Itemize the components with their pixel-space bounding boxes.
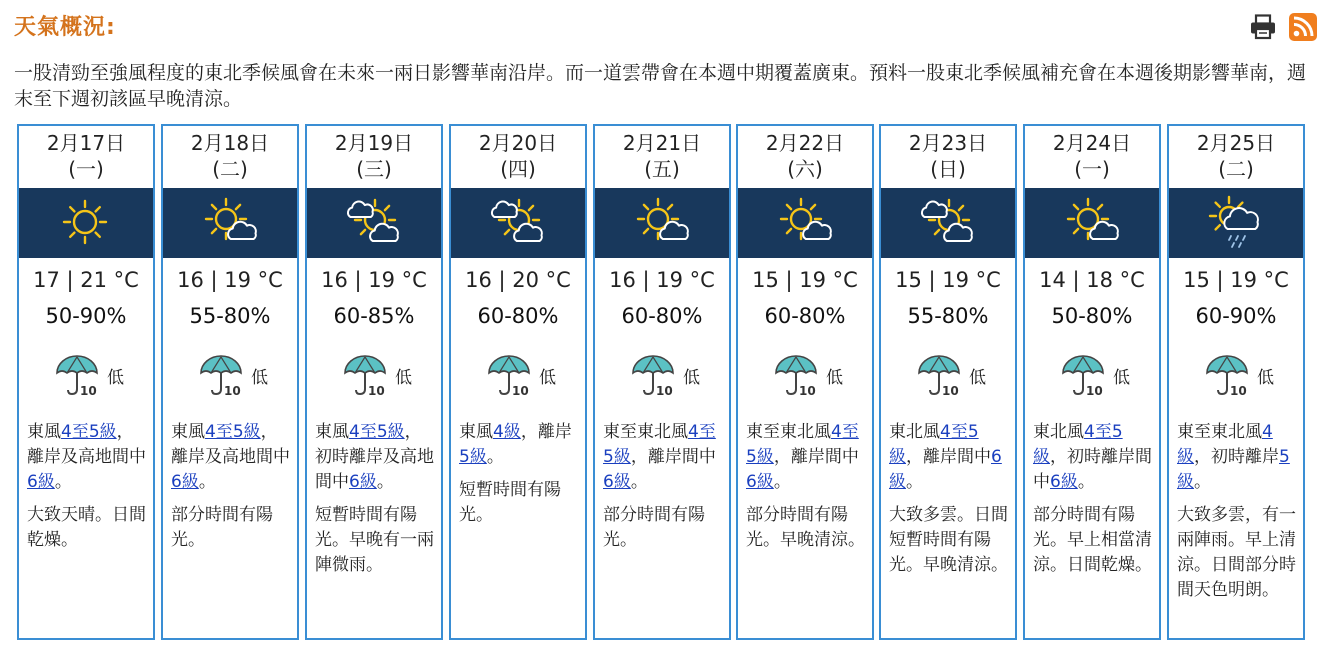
uv-index [1205,352,1285,398]
wind-text: 。 [1077,472,1095,492]
wind-text: 。 [486,447,504,467]
uv-umbrella-icon [631,353,679,397]
weather-icon-band [19,188,153,258]
humidity-range: 60-85% [333,304,415,328]
uv-index [917,352,997,398]
uv-level: 低 [683,367,700,388]
temperature-range: 15 | 19 °C [895,268,1001,292]
wind-forecast [459,420,581,528]
svg-text:10: 10 [224,384,241,397]
sunny-intervals-icon [345,194,403,252]
temperature-range: 16 | 19 °C [321,268,427,292]
humidity-range: 55-80% [189,304,271,328]
wind-text: 東北風 [889,422,940,442]
uv-level: 低 [826,367,843,388]
wind-force-link[interactable]: 4至5級 [746,422,859,467]
forecast-date: 2月18日 [190,131,270,155]
svg-text:10: 10 [1086,384,1103,397]
svg-text:10: 10 [1230,384,1247,397]
uv-level: 低 [539,367,556,388]
wind-force-link[interactable]: 6級 [349,472,377,492]
humidity-range: 60-90% [1195,304,1277,328]
forecast-date: 2月19日 [334,131,414,155]
weather-description: 部分時間有陽光。早晚清涼。 [746,505,865,550]
svg-text:10: 10 [368,384,385,397]
wind-force-link[interactable]: 6級 [1050,472,1078,492]
wind-text: ，離岸及高地間中 [171,422,290,467]
wind-forecast [746,420,868,553]
print-icon [1249,14,1277,40]
uv-umbrella-icon [774,353,822,397]
weather-icon-band [738,188,872,258]
wind-force-link[interactable]: 6級 [27,472,55,492]
wind-text: 東北風 [1033,422,1084,442]
forecast-date: 2月20日 [478,131,558,155]
wind-force-link[interactable]: 5級 [459,447,487,467]
weather-icon-band [163,188,297,258]
uv-index [1061,352,1141,398]
uv-index [199,352,279,398]
uv-level: 低 [395,367,412,388]
wind-text: 東至東北風 [603,422,688,442]
wind-force-link[interactable]: 4級 [493,422,521,442]
forecast-day-card [736,124,874,640]
sunny-intervals-icon [489,194,547,252]
wind-force-link[interactable]: 4級 [1177,422,1273,467]
forecast-weekday: (一) [68,157,104,181]
toolbar [1248,12,1318,42]
weather-description: 大致多雲，有一兩陣雨。早上清涼。日間部分時間天色明朗。 [1177,505,1296,600]
wind-text: ，離岸間中 [906,447,991,467]
wind-force-link[interactable]: 4至5級 [61,422,117,442]
wind-text: 東風 [459,422,493,442]
uv-umbrella-icon [487,353,535,397]
forecast-weekday: (三) [356,157,392,181]
wind-text: ，離岸間中 [630,447,716,467]
wind-forecast [171,420,293,553]
wind-force-link[interactable]: 6級 [171,472,199,492]
forecast-day-card [161,124,299,640]
wind-text: 。 [630,472,648,492]
weather-icon-band [451,188,585,258]
weather-description: 大致多雲。日間短暫時間有陽光。早晚清涼。 [889,505,1008,575]
forecast-day-card [879,124,1017,640]
forecast-date: 2月23日 [908,131,988,155]
wind-forecast [1033,420,1155,578]
weather-description: 部分時間有陽光。 [603,505,705,550]
wind-text: 東至東北風 [746,422,831,442]
wind-forecast [889,420,1011,578]
temperature-range: 16 | 19 °C [177,268,283,292]
forecast-date: 2月22日 [765,131,845,155]
weather-icon-band [881,188,1015,258]
wind-forecast [1177,420,1299,603]
sunny-periods-icon [776,194,834,252]
wind-forecast [27,420,149,553]
wind-text: 東風 [27,422,61,442]
wind-text: 。 [376,472,394,492]
uv-index [343,352,423,398]
showers-icon [1207,194,1265,252]
wind-text: 。 [1194,472,1211,492]
humidity-range: 60-80% [621,304,703,328]
forecast-date: 2月17日 [46,131,126,155]
wind-force-link[interactable]: 4至5級 [603,422,716,467]
humidity-range: 60-80% [477,304,559,328]
forecast-day-card [17,124,155,640]
svg-text:10: 10 [656,384,673,397]
uv-umbrella-icon [199,353,247,397]
sunny-periods-icon [1063,194,1121,252]
temperature-range: 14 | 18 °C [1039,268,1145,292]
uv-level: 低 [969,367,986,388]
wind-force-link[interactable]: 4至5級 [349,422,405,442]
forecast-weekday: (一) [1074,157,1110,181]
forecast-weekday: (六) [787,157,823,181]
forecast-date: 2月25日 [1196,131,1276,155]
wind-text: ，離岸 [520,422,572,442]
wind-text: 東風 [171,422,205,442]
weather-icon-band [307,188,441,258]
uv-umbrella-icon [1061,353,1109,397]
rss-button[interactable] [1288,12,1318,42]
sunny-periods-icon [633,194,691,252]
humidity-range: 50-90% [45,304,127,328]
rss-icon [1289,13,1317,41]
uv-index [487,352,567,398]
wind-forecast [603,420,725,553]
forecast-weekday: (二) [212,157,248,181]
weather-summary: 一股清勁至強風程度的東北季候風會在未來一兩日影響華南沿岸。而一道雲帶會在本週中期覆蓋廣東。預料一股東北季候風補充會在本週後期影響華南，週末至下週初該區早晚清涼。 [14,62,1307,110]
forecast-weekday: (二) [1218,157,1254,181]
forecast-date: 2月21日 [622,131,702,155]
wind-forecast [315,420,437,578]
uv-umbrella-icon [917,353,965,397]
uv-umbrella-icon [55,353,103,397]
weather-description: 大致天晴。日間乾燥。 [27,505,146,550]
forecast-cards [17,124,1315,640]
uv-level: 低 [107,367,124,388]
wind-text: ，初時離岸間中 [1033,447,1152,492]
wind-force-link[interactable]: 5級 [1177,447,1290,492]
temperature-range: 16 | 19 °C [609,268,715,292]
weather-description: 部分時間有陽光。 [171,505,273,550]
temperature-range: 15 | 19 °C [752,268,858,292]
forecast-day-card [449,124,587,640]
wind-text: ，初時離岸 [1194,447,1279,467]
wind-text: ，初時離岸及高地間中 [315,422,434,492]
weather-description: 短暫時間有陽光。 [459,480,561,525]
weather-icon-band [1169,188,1303,258]
wind-text: ，離岸間中 [773,447,859,467]
svg-text:10: 10 [80,384,97,397]
sunny-periods-icon [201,194,259,252]
weather-description: 部分時間有陽光。早上相當清涼。日間乾燥。 [1033,505,1152,575]
svg-text:10: 10 [942,384,959,397]
forecast-weekday: (四) [500,157,536,181]
uv-level: 低 [1113,367,1130,388]
humidity-range: 55-80% [907,304,989,328]
forecast-weekday: (五) [644,157,680,181]
svg-text:10: 10 [799,384,816,397]
weather-description: 短暫時間有陽光。早晚有一兩陣微雨。 [315,505,434,575]
forecast-date: 2月24日 [1052,131,1132,155]
uv-level: 低 [1257,367,1274,388]
wind-force-link[interactable]: 4至5級 [205,422,261,442]
wind-force-link[interactable]: 6級 [746,472,774,492]
wind-text: 東風 [315,422,349,442]
sunny-icon [57,194,115,252]
forecast-day-card [1167,124,1305,640]
humidity-range: 60-80% [764,304,846,328]
temperature-range: 16 | 20 °C [465,268,571,292]
temperature-range: 15 | 19 °C [1183,268,1289,292]
uv-index [774,352,854,398]
temperature-range: 17 | 21 °C [33,268,139,292]
wind-text: 。 [906,472,923,492]
print-button[interactable] [1248,12,1278,42]
forecast-weekday: (日) [930,157,966,181]
forecast-day-card [593,124,731,640]
wind-force-link[interactable]: 6級 [603,472,631,492]
wind-force-link[interactable]: 4至5級 [1033,422,1123,467]
wind-force-link[interactable]: 6級 [889,447,1002,492]
page-title: 天氣概況: [14,15,116,40]
sunny-intervals-icon [919,194,977,252]
wind-text: 。 [773,472,791,492]
forecast-day-card [305,124,443,640]
weather-icon-band [595,188,729,258]
wind-force-link[interactable]: 4至5級 [889,422,979,467]
uv-umbrella-icon [343,353,391,397]
wind-text: ，離岸及高地間中 [27,422,146,467]
svg-text:10: 10 [512,384,529,397]
uv-index [55,352,135,398]
weather-icon-band [1025,188,1159,258]
uv-level: 低 [251,367,268,388]
wind-text: 東至東北風 [1177,422,1262,442]
humidity-range: 50-80% [1051,304,1133,328]
forecast-day-card [1023,124,1161,640]
uv-umbrella-icon [1205,353,1253,397]
uv-index [631,352,711,398]
wind-text: 。 [54,472,72,492]
wind-text: 。 [198,472,216,492]
